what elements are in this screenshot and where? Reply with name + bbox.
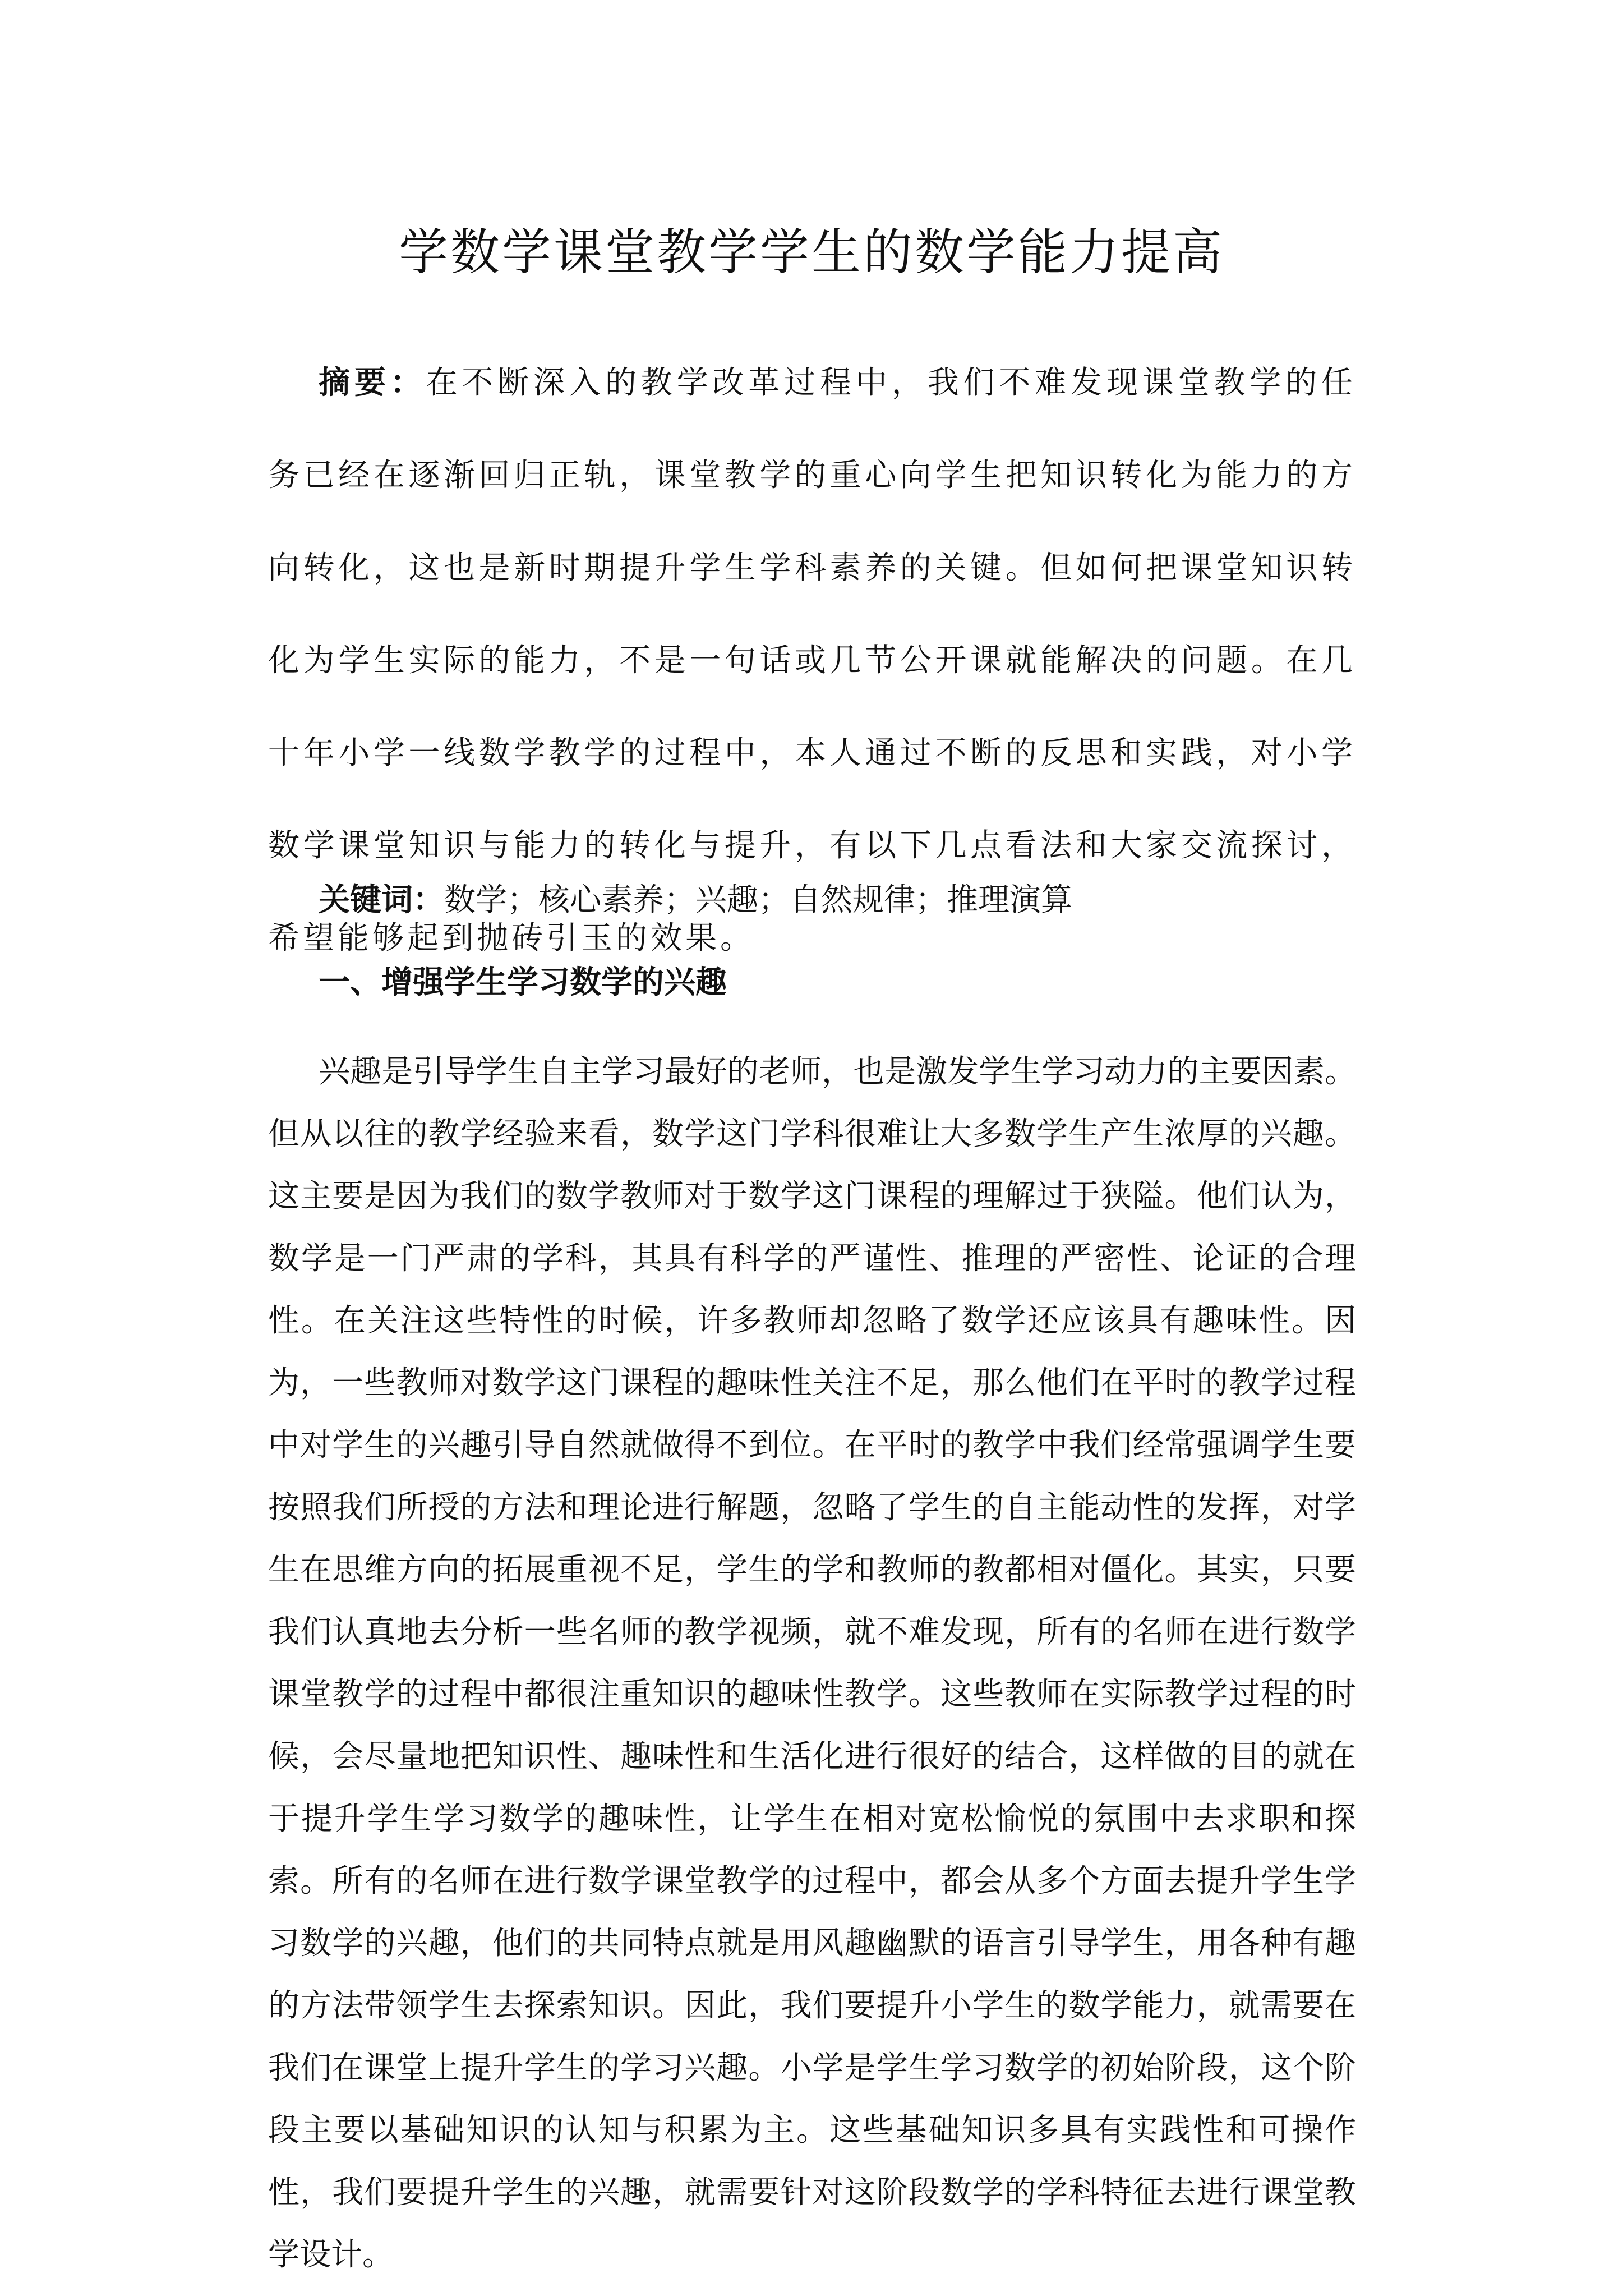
keywords-line [319, 872, 1356, 928]
abstract-text: 在不断深入的教学改革过程中，我们不难发现课堂教学的任务已经在逐渐回归正轨，课堂教学的重心向学生把知识转化为能力的方向转化，这也是新时期提升学生学科素养的关键。但如何把课堂知识转化为学生实际的能力，不是一句话或几节公开课就能解决的问题。在几十年小学一线数学教学的过程中，本人通过不断的反思和实践，对小学数学课堂知识与能力的转化与提升，有以下几点看法和大家交流探讨，希望能够起到抛砖引玉的效果。 [268, 365, 1357, 956]
abstract-label: 摘要： [319, 365, 426, 401]
keywords-text: 数学；核心素养；兴趣；自然规律；推理演算 [444, 882, 1072, 918]
body-paragraph: 兴趣是引导学生自主学习最好的老师，也是激发学生学习动力的主要因素。但从以往的教学经验来看，数学这门学科很难让大多数学生产生浓厚的兴趣。这主要是因为我们的数学教师对于数学这门课程的理解过于狭隘。他们认为，数学是一门严肃的学科，其具有科学的严谨性、推理的严密性、论证的合理性。在关注这些特性的时候，许多教师却忽略了数学还应该具有趣味性。因为，一些教师对数学这门课程的趣味性关注不足，那么他们在平时的教学过程中对学生的兴趣引导自然就做得不到位。在平时的教学中我们经常强调学生要按照我们所授的方法和理论进行解题，忽略了学生的自主能动性的发挥，对学生在思维方向的拓展重视不足，学生的学和教师的教都相对僵化。其实，只要我们认真地去分析一些名师的教学视频，就不难发现，所有的名师在进行数学课堂教学的过程中都很注重知识的趣味性教学。这些教师在实际教学过程的时候，会尽量地把知识性、趣味性和生活化进行很好的结合，这样做的目的就在于提升学生学习数学的趣味性，让学生在相对宽松愉悦的氛围中去求职和探索。所有的名师在进行数学课堂教学的过程中，都会从多个方面去提升学生学习数学的兴趣，他们的共同特点就是用风趣幽默的语言引导学生，用各种有趣的方法带领学生去探索知识。因此，我们要提升小学生的数学能力，就需要在我们在课堂上提升学生的学习兴趣。小学是学生学习数学的初始阶段，这个阶段主要以基础知识的认知与积累为主。这些基础知识多具有实践性和可操作性，我们要提升学生的兴趣，就需要针对这阶段数学的学科特征去进行课堂教学设计。 [268, 1053, 1356, 2273]
document-title: 学数学课堂教学学生的数学能力提高 [398, 223, 1224, 281]
section-heading: 一、增强学生学习数学的兴趣 [319, 964, 727, 1001]
keywords-label: 关键词： [319, 882, 444, 918]
